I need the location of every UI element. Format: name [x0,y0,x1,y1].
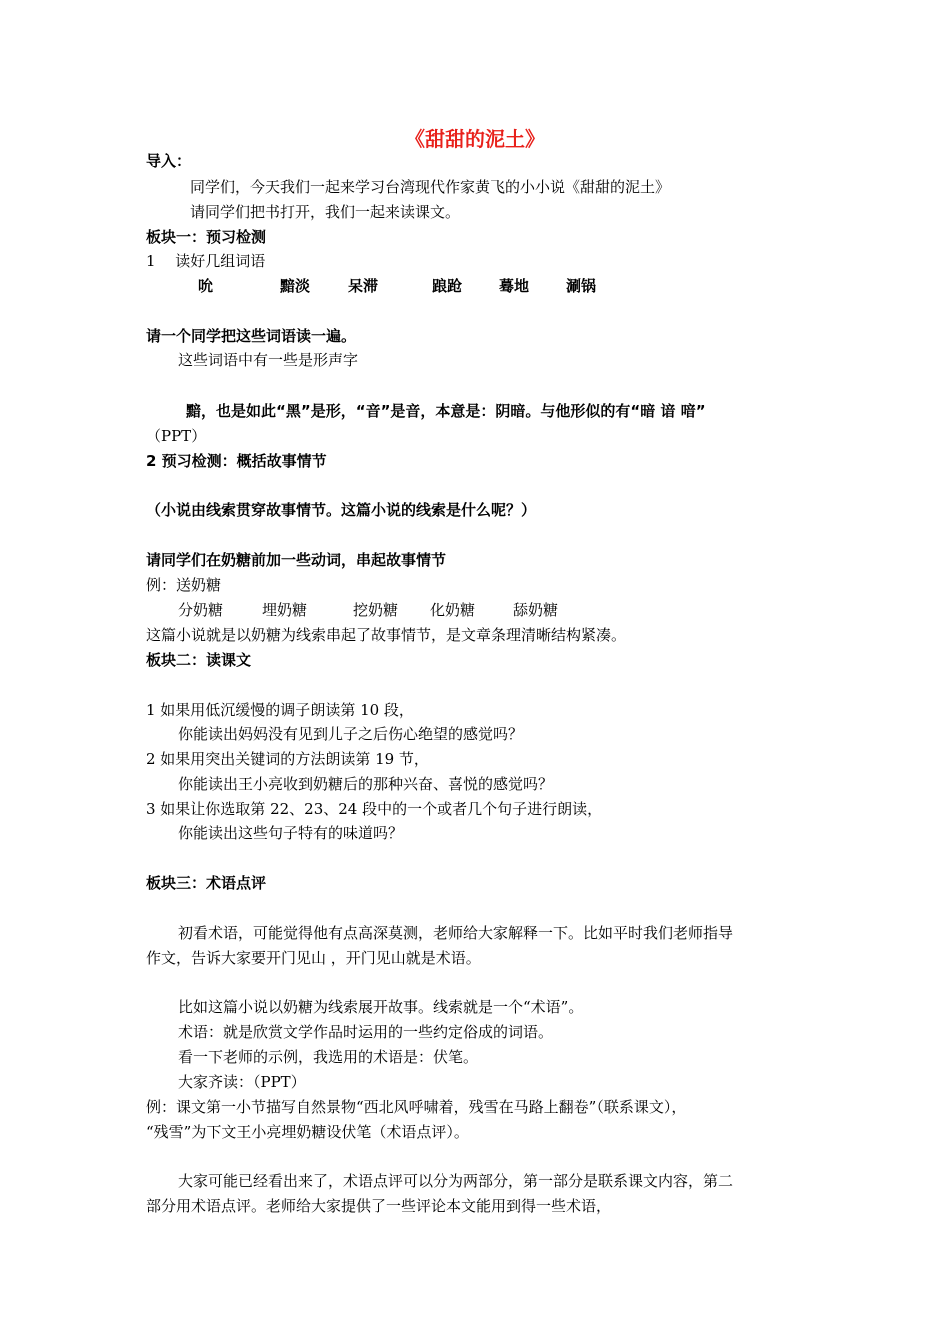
section3-p7b: 部分用术语点评。老师给大家提供了一些评论本文能用到得一些术语， [146,1197,612,1215]
section3-p6b: “残雪”为下文王小亮埋奶糖设伏笔（术语点评）。 [146,1123,469,1141]
section2-q2a: 2 如果用突出关键词的方法朗读第 19 节， [146,750,429,768]
section3-p7a: 大家可能已经看出来了，术语点评可以分为两部分，第一部分是联系课文内容，第二 [178,1172,734,1190]
verb-word: 挖奶糖 [353,601,399,619]
section3-heading: 板块三：术语点评 [146,874,267,892]
intro-line-1: 同学们，今天我们一起来学习台湾现代作家黄飞的小小说《甜甜的泥土》 [190,178,671,196]
verb-word: 埋奶糖 [262,601,308,619]
section1-example: 例：送奶糖 [146,576,222,594]
section1-summary: 这篇小说就是以奶糖为线索串起了故事情节，是文章条理清晰结构紧凑。 [146,626,627,644]
verb-word: 分奶糖 [178,601,224,619]
section3-p6a: 例：课文第一小节描写自然景物“西北风呼啸着，残雪在马路上翻卷”（联系课文）， [146,1098,687,1116]
section2-q3b: 你能读出这些句子特有的味道吗？ [178,824,404,842]
section3-p1b: 作文，告诉大家要开门见山 ，开门见山就是术语。 [146,949,481,967]
verb-word: 化奶糖 [430,601,476,619]
section3-p2: 比如这篇小说以奶糖为线索展开故事。线索就是一个“术语”。 [178,998,584,1016]
vocab-word: 踉跄 [432,277,463,295]
document-title: 《甜甜的泥土》 [405,127,545,151]
section2-q3a: 3 如果让你选取第 22、23、24 段中的一个或者几个句子进行朗读， [146,800,603,818]
section1-task: 请同学们在奶糖前加一些动词，串起故事情节 [146,551,447,569]
intro-heading: 导入： [146,152,192,170]
vocab-row [0,276,950,296]
section1-question: （小说由线索贯穿故事情节。这篇小说的线索是什么呢？） [146,501,537,519]
section2-q1a: 1 如果用低沉缓慢的调子朗读第 10 段， [146,701,414,719]
section2-heading: 板块二：读课文 [146,651,252,669]
intro-line-2: 请同学们把书打开，我们一起来读课文。 [190,203,461,221]
vocab-word: 呆滞 [348,277,379,295]
section3-p3: 术语：就是欣赏文学作品时运用的一些约定俗成的词语。 [178,1023,554,1041]
section2-q1b: 你能读出妈妈没有见到儿子之后伤心绝望的感觉吗？ [178,725,524,743]
section1-instruction: 请一个同学把这些词语读一遍。 [146,327,357,345]
section1-item1: 1 读好几组词语 [146,252,266,270]
verb-word: 舔奶糖 [513,601,559,619]
vocab-word: 蓦地 [499,277,530,295]
section1-explain-tail: （PPT） [146,427,207,445]
section2-q2b: 你能读出王小亮收到奶糖后的那种兴奋、喜悦的感觉吗？ [178,775,554,793]
section3-p1a: 初看术语，可能觉得他有点高深莫测，老师给大家解释一下。比如平时我们老师指导 [178,924,734,942]
section3-p5: 大家齐读：（PPT） [178,1073,306,1091]
section1-note: 这些词语中有一些是形声字 [178,351,359,369]
verb-row [0,600,950,620]
section1-item2: 2 预习检测：概括故事情节 [146,452,327,470]
vocab-word: 黯淡 [280,277,311,295]
section1-heading: 板块一：预习检测 [146,228,267,246]
vocab-word: 涮锅 [566,277,597,295]
vocab-word: 吮 [198,277,214,295]
section3-p4: 看一下老师的示例，我选用的术语是：伏笔。 [178,1048,479,1066]
section1-explain: 黯，也是如此“黑”是形，“音”是音，本意是：阴暗。与他形似的有“暗 谙 喑” [186,402,706,420]
